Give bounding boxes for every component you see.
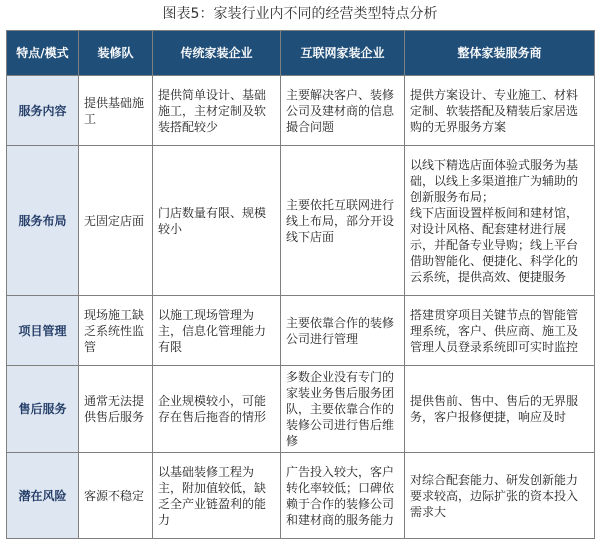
table-cell: 客源不稳定 xyxy=(79,453,153,539)
table-row xyxy=(7,146,595,296)
table-row xyxy=(7,76,595,146)
header-cell-integrated-provider: 整体家装服务商 xyxy=(405,31,595,76)
table-cell: 门店数量有限、规模较小 xyxy=(153,146,281,296)
row-header: 售后服务 xyxy=(7,366,79,453)
header-row xyxy=(7,31,595,76)
table-cell: 通常无法提供售后服务 xyxy=(79,366,153,453)
comparison-table xyxy=(6,30,595,539)
table-cell: 搭建贯穿项目关键节点的智能管理系统，客户、供应商、施工及管理人员登录系统即可实时监控 xyxy=(405,296,595,366)
header-cell-traditional-company: 传统家装企业 xyxy=(153,31,281,76)
table-cell: 对综合配套能力、研发创新能力要求较高，边际扩张的资本投入需求大 xyxy=(405,453,595,539)
row-header: 潜在风险 xyxy=(7,453,79,539)
table-cell: 提供简单设计、基础施工，主材定制及软装搭配较少 xyxy=(153,76,281,146)
table-cell: 广告投入较大，客户转化率较低；口碑依赖于合作的装修公司和建材商的服务能力 xyxy=(281,453,405,539)
header-cell-decoration-team: 装修队 xyxy=(79,31,153,76)
table-row xyxy=(7,366,595,453)
table-cell: 现场施工缺乏系统性监管 xyxy=(79,296,153,366)
table-row xyxy=(7,453,595,539)
header-cell-internet-company: 互联网家装企业 xyxy=(281,31,405,76)
row-header: 服务内容 xyxy=(7,76,79,146)
row-header: 服务布局 xyxy=(7,146,79,296)
table-cell: 主要解决客户、装修公司及建材商的信息撮合问题 xyxy=(281,76,405,146)
table-cell: 主要依托互联网进行线上布局，部分开设线下店面 xyxy=(281,146,405,296)
table-cell: 以基础装修工程为主，附加值较低，缺乏全产业链盈利的能力 xyxy=(153,453,281,539)
table-cell: 提供售前、售中、售后的无界服务，客户报修便捷，响应及时 xyxy=(405,366,595,453)
row-header: 项目管理 xyxy=(7,296,79,366)
table-cell: 多数企业没有专门的家装业务售后服务团队，主要依靠合作的装修公司进行售后维修 xyxy=(281,366,405,453)
table-cell: 提供方案设计、专业施工、材料定制、软装搭配及精装后家居选购的无界服务方案 xyxy=(405,76,595,146)
table-row xyxy=(7,296,595,366)
figure-caption: 图表5：家装行业内不同的经营类型特点分析 xyxy=(162,6,438,22)
table-cell: 提供基础施工 xyxy=(79,76,153,146)
header-cell-feature: 特点/模式 xyxy=(7,31,79,76)
table-cell: 企业规模较小，可能存在售后拖沓的情形 xyxy=(153,366,281,453)
table-cell: 无固定店面 xyxy=(79,146,153,296)
table-cell: 以施工现场管理为主，信息化管理能力有限 xyxy=(153,296,281,366)
table-cell: 主要依靠合作的装修公司进行管理 xyxy=(281,296,405,366)
table-cell: 以线下精选店面体验式服务为基础，以线上多渠道推广为辅助的创新服务布局； 线下店面设置样板间和建材馆，对设计风格、配套建材进行展示，并配备专业导购；线上平台借助智能化、便捷化、科学化的云系统，提供高效、便捷服务 xyxy=(405,146,595,296)
